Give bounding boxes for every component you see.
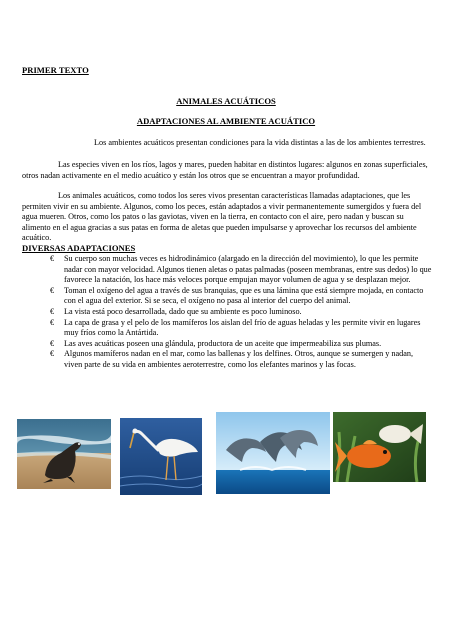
document-heading: PRIMER TEXTO bbox=[22, 65, 89, 75]
paragraph-1: Los ambientes acuáticos presentan condiciones para la vida distintas a las de los ambientes terrestres. bbox=[94, 138, 426, 147]
list-item bbox=[50, 286, 432, 307]
bullet-icon: € bbox=[50, 306, 55, 316]
dolphins-photo bbox=[216, 412, 330, 494]
bullet-icon: € bbox=[50, 317, 55, 327]
document-title: ANIMALES ACUÁTICOS bbox=[176, 96, 276, 106]
list-item-text: La capa de grasa y el pelo de los mamíferos los aislan del frío de aguas heladas y les permite vivir en lugares muy fríos como la Antártida. bbox=[64, 317, 421, 338]
paragraph-3: Los animales acuáticos, como todos los seres vivos presentan características llamadas adaptaciones, que les permiten vivir en su ambiente. Algunos, como los peces, están adaptados a vivir permanentemente sumergidos y fuera del agua mueren. Otros, como los patos o las gaviotas, viven en la tierra, en contacto con el aire, pero nadan y buscan su alimento en el agua gracias a sus patas en forma de aletas que pueden impulsarse y aprovechar los recursos del ambiente acuático. bbox=[22, 191, 422, 243]
list-item bbox=[50, 307, 432, 318]
document-subtitle: ADAPTACIONES AL AMBIENTE ACUÁTICO bbox=[136, 116, 316, 126]
bullet-icon: € bbox=[50, 254, 55, 263]
bullet-icon: € bbox=[50, 349, 55, 359]
sea-lion-photo bbox=[17, 419, 111, 489]
list-item-text: Las aves acuáticas poseen una glándula, productora de un aceite que impermeabiliza sus plumas. bbox=[64, 338, 382, 348]
list-item-text: Toman el oxígeno del agua a través de sus branquias, que es una lámina que está siempre mojada, en contacto con el agua del exterior. Si se seca, el oxígeno no pasa al interior del cuerpo del animal. bbox=[64, 285, 424, 306]
list-item-text: La vista está poco desarrollada, dado que su ambiente es poco luminoso. bbox=[64, 306, 302, 316]
list-item bbox=[50, 254, 432, 286]
bullet-icon: € bbox=[50, 285, 55, 295]
heron-photo bbox=[120, 418, 202, 495]
paragraph-2: Las especies viven en los ríos, lagos y mares, pueden habitar en distintos lugares: algunos en zonas superficiales, otros nadan activamente en el medio acuático y están los otros que se encuentran a mayor profundidad. bbox=[22, 160, 428, 180]
goldfish-photo bbox=[333, 412, 426, 482]
list-item-text: Algunos mamíferos nadan en el mar, como las ballenas y los delfines. Otros, aunque se sumergen y nadan, viven parte de su vida en ambientes aeroterrestre, como los elefantes marinos y las focas. bbox=[64, 349, 413, 369]
bullet-icon: € bbox=[50, 338, 55, 348]
section-title: DIVERSAS ADAPTACIONES bbox=[22, 243, 136, 253]
list-item-text: Su cuerpo son muchas veces es hidrodinámico (alargado en la dirección del movimiento), lo que les permite nadar con mayor velocidad. Algunos tienen aletas o patas palmadas (poseen membranas, entre sus dedos) lo que favorece la natación, los hace más veloces porque empujan mayor volumen de agua y se desplazan mejor. bbox=[64, 254, 432, 285]
list-item bbox=[50, 339, 432, 350]
list-item bbox=[50, 349, 432, 370]
list-item bbox=[50, 318, 432, 339]
adaptations-list bbox=[50, 254, 432, 371]
